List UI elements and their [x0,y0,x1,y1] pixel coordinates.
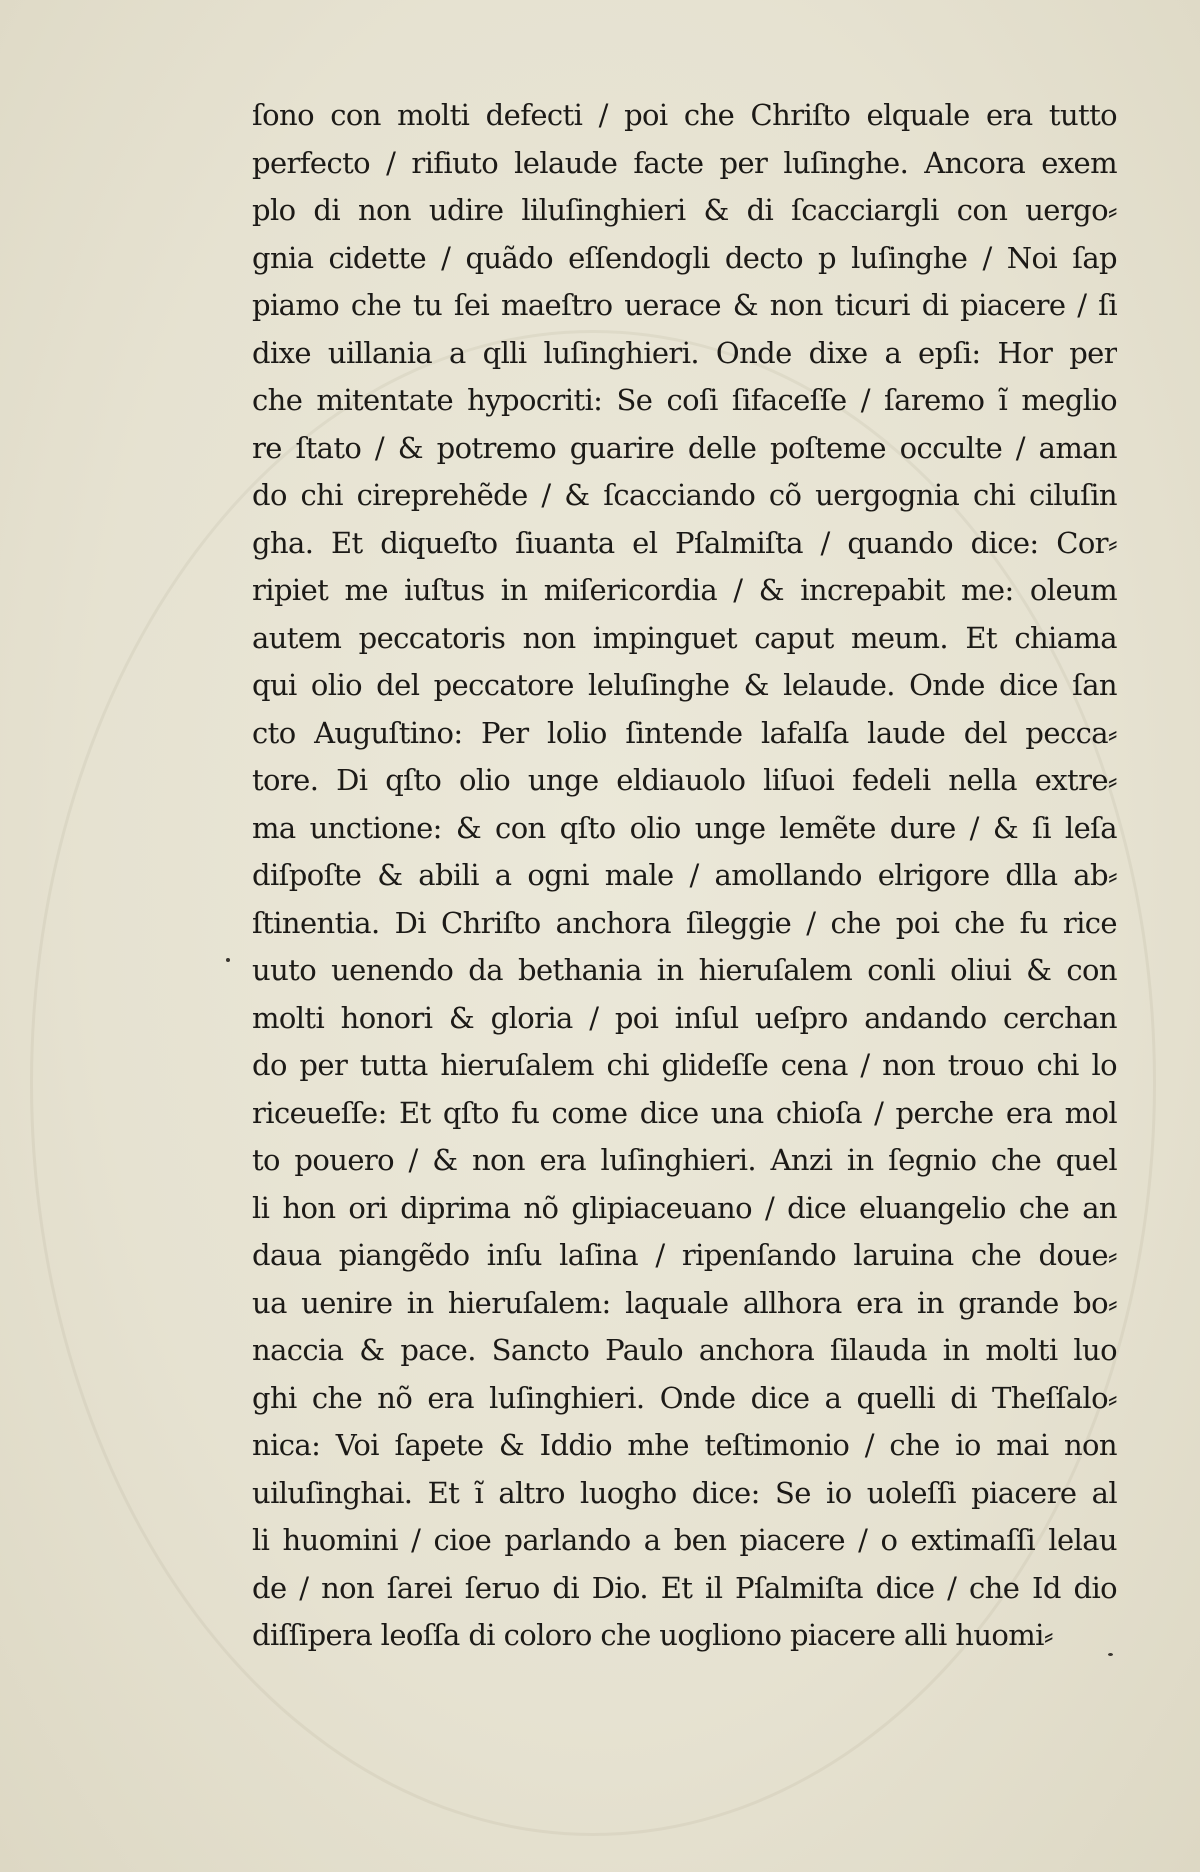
text-line: plo di non udire liluſinghieri & di ſcacciargli con uergo⸗ [252,193,1117,227]
text-line: re ſtato / & potremo guarire delle poſteme occulte / aman [252,430,1117,465]
text-line: dixe uillania a qlli luſinghieri. Onde dixe a epſi: Hor per [252,335,1117,370]
text-line: li hon ori diprima nõ glipiaceuano / dice eluangelio che an [252,1190,1117,1225]
text-line: nica: Voi ſapete & Iddio mhe teſtimonio / che io mai non [252,1428,1117,1462]
text-line: diſſipera leoſſa di coloro che uogliono piacere alli huomi⸗ [252,1618,1053,1652]
text-line: ripiet me iuſtus in miſericordia / & increpabit me: oleum [252,573,1117,607]
text-line: che mitentate hypocriti: Se coſi ſifaceſſe / ſaremo ĩ meglio [252,383,1117,417]
ink-speck [226,958,230,962]
text-block [252,92,1117,1660]
text-line: naccia & pace. Sancto Paulo anchora ſilauda in molti luo [252,1333,1117,1367]
text-line: gha. Et diqueſto ſiuanta el Pſalmiſta / quando dice: Cor⸗ [252,525,1117,560]
text-line: do chi cireprehẽde / & ſcacciando cõ uergognia chi ciluſin [252,478,1117,512]
text-line: piamo che tu ſei maeſtro uerace & non ticuri di piacere / ſi [252,288,1117,322]
text-line: autem peccatoris non impinguet caput meum. Et chiama [252,620,1117,655]
text-line: perfecto / rifiuto lelaude facte per luſinghe. Ancora exem [252,145,1117,180]
text-line: do per tutta hieruſalem chi glideſſe cena / non trouo chi lo [252,1048,1117,1082]
text-line: ghi che nõ era luſinghieri. Onde dice a quelli di Theſſalo⸗ [252,1380,1117,1415]
text-line: qui olio del peccatore leluſinghe & lelaude. Onde dice ſan [252,668,1117,702]
text-line: ua uenire in hieruſalem: laquale allhora era in grande bo⸗ [252,1285,1117,1320]
text-line: molti honori & gloria / poi inſul ueſpro andando cerchan [252,1000,1117,1035]
text-line: diſpoſte & abili a ogni male / amollando elrigore dlla ab⸗ [252,858,1117,892]
text-line: de / non ſarei ſeruo di Dio. Et il Pſalmiſta dice / che Id dio [252,1570,1117,1605]
text-line: gnia cidette / quãdo eſſendogli decto p luſinghe / Noi ſap [252,240,1117,275]
text-line: li huomini / cioe parlando a ben piacere / o extimaſſi lelau [252,1523,1117,1557]
text-line: tore. Di qſto olio unge eldiauolo liſuoi fedeli nella extre⸗ [252,763,1117,797]
text-line: riceueſſe: Et qſto fu come dice una chioſa / perche era mol [252,1095,1117,1130]
text-line: uuto uenendo da bethania in hieruſalem conli oliui & con [252,953,1117,987]
text-line: cto Auguſtino: Per lolio ſintende lafalſa laude del pecca⸗ [252,715,1117,750]
text-line: daua piangẽdo inſu laſina / ripenſando laruina che doue⸗ [252,1238,1117,1272]
text-line: ma unctione: & con qſto olio unge lemẽte dure / & ſi leſa [252,810,1117,845]
text-line: ſono con molti defecti / poi che Chriſto elquale era tutto [252,98,1117,132]
text-line: uiluſinghai. Et ĩ altro luogho dice: Se io uoleſſi piacere al [252,1475,1117,1510]
text-line: ſtinentia. Di Chriſto anchora ſileggie / che poi che fu rice [252,905,1117,940]
text-line: to pouero / & non era luſinghieri. Anzi in ſegnio che quel [252,1143,1117,1177]
